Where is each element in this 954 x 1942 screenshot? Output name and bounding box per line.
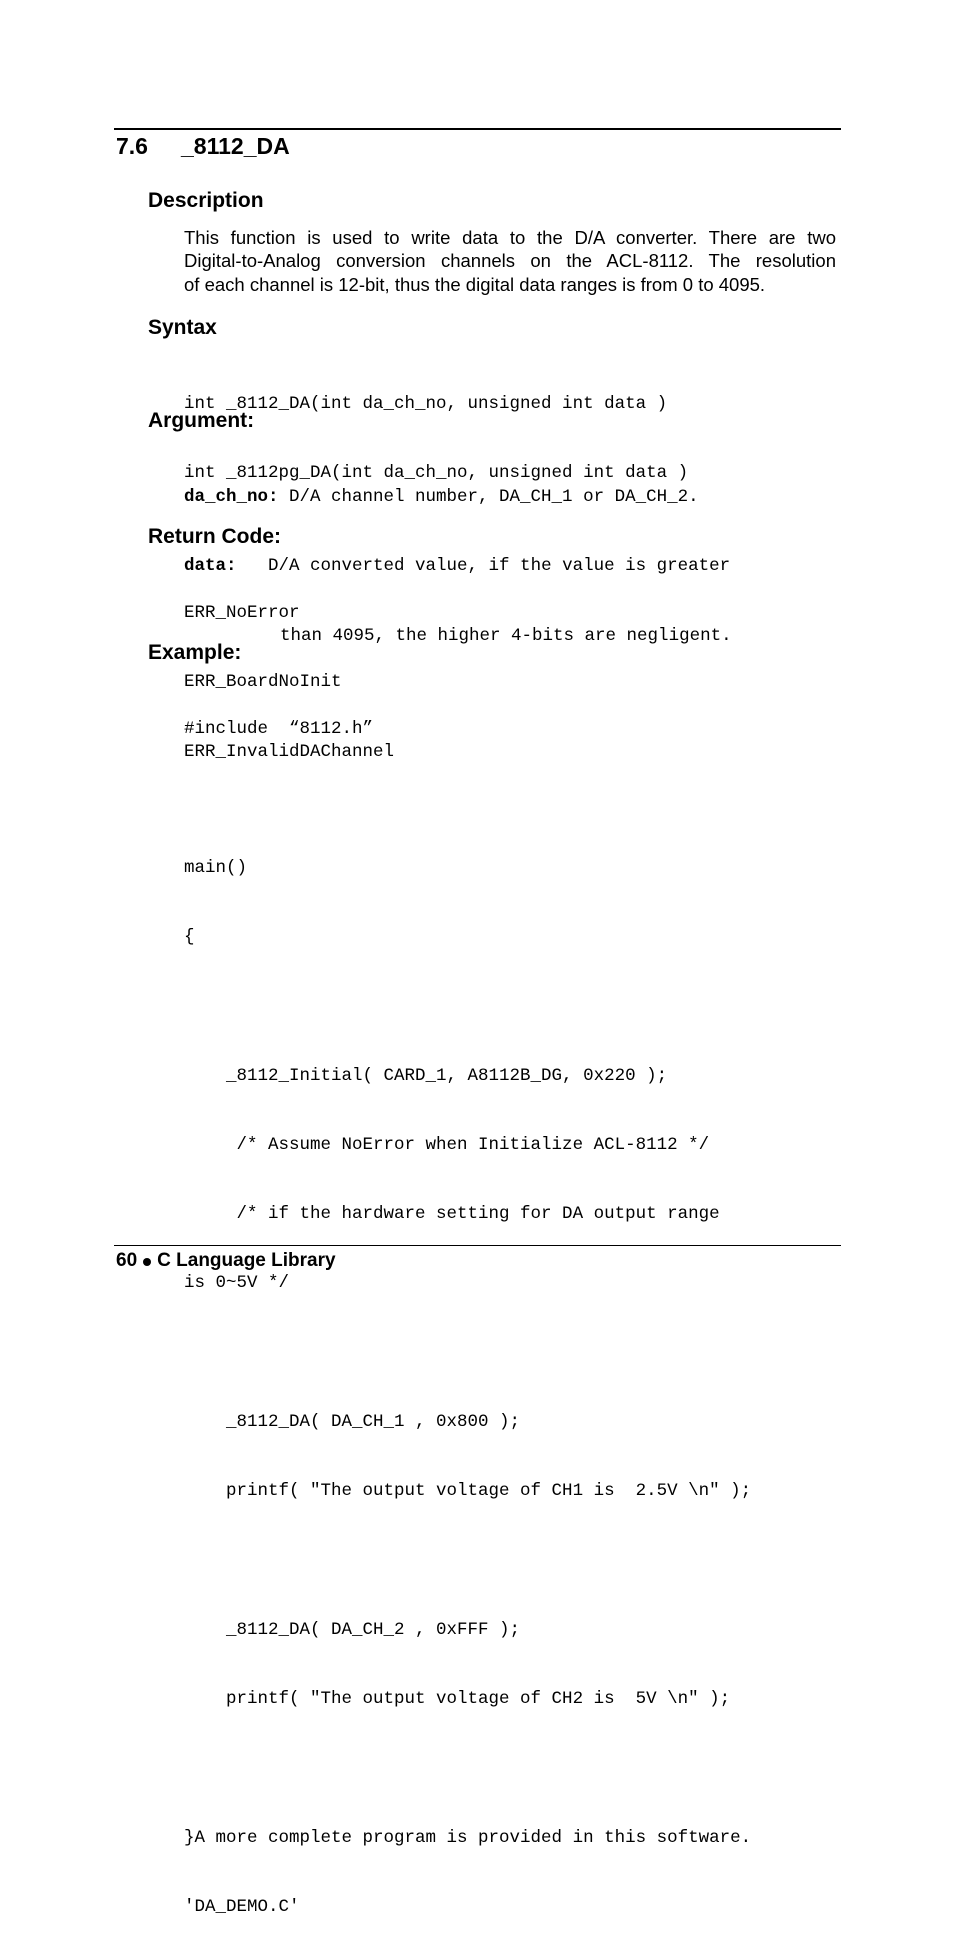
example-line: /* if the hardware setting for DA output range — [184, 1204, 720, 1225]
syntax-heading: Syntax — [148, 316, 217, 339]
example-line — [184, 1550, 751, 1573]
syntax-line: int _8112_DA(int da_ch_no, unsigned int data ) — [184, 394, 668, 415]
return-code-item: ERR_InvalidDAChannel — [184, 741, 395, 762]
example-line: printf( "The output voltage of CH2 is 5V \n" ); — [184, 1689, 731, 1710]
example-line: _8112_Initial( CARD_1, A8112B_DG, 0x220 ); — [184, 1065, 668, 1086]
footer-title: C Language Library — [157, 1250, 336, 1271]
description-line: Digital-to-Analog conversion channels on the ACL-8112. The resolution — [184, 250, 836, 272]
example-line: is 0~5V */ — [184, 1273, 290, 1294]
example-heading: Example: — [148, 641, 242, 664]
example-line: { — [184, 927, 195, 948]
example-line — [184, 1342, 751, 1365]
bullet-icon — [143, 1258, 151, 1266]
section-name: _8112_DA — [181, 133, 290, 159]
section-title — [116, 131, 290, 161]
return-code-heading: Return Code: — [148, 525, 281, 548]
example-line: #include “8112.h” — [184, 719, 374, 740]
example-line: _8112_DA( DA_CH_1 , 0x800 ); — [184, 1412, 521, 1432]
page-footer — [116, 1248, 336, 1274]
example-line — [184, 995, 751, 1018]
argument-continuation-text: than 4095, the higher 4-bits are negligent. — [280, 625, 732, 646]
syntax-line: int _8112pg_DA(int da_ch_no, unsigned int data ) — [184, 463, 689, 484]
argument-heading: Argument: — [148, 409, 255, 432]
example-line: /* Assume NoError when Initialize ACL-8112 */ — [184, 1134, 710, 1155]
argument-name: da_ch_no: — [184, 487, 279, 508]
argument-item — [184, 486, 732, 509]
bottom-rule — [114, 1245, 841, 1246]
example-line: }A more complete program is provided in this software. — [184, 1827, 752, 1848]
argument-desc: D/A converted value, if the value is greater — [236, 556, 731, 577]
top-rule — [114, 128, 841, 130]
example-line — [184, 1757, 751, 1780]
description-line: This function is used to write data to the D/A converter. There are two — [184, 227, 836, 248]
example-line: main() — [184, 857, 248, 878]
example-code — [184, 672, 751, 1942]
example-line — [184, 787, 751, 810]
page-number: 60 — [116, 1250, 138, 1271]
example-line: _8112_DA( DA_CH_2 , 0xFFF ); — [184, 1619, 521, 1640]
argument-desc: D/A channel number, DA_CH_1 or DA_CH_2. — [278, 487, 699, 508]
description-text — [184, 226, 836, 296]
description-line: of each channel is 12-bit, thus the digital data ranges is from 0 to 4095. — [184, 273, 766, 295]
section-number: 7.6 — [116, 133, 148, 159]
argument-name: data: — [184, 556, 237, 577]
example-line: 'DA_DEMO.C' — [184, 1896, 300, 1917]
return-code-item: ERR_BoardNoInit — [184, 672, 342, 693]
description-heading: Description — [148, 189, 264, 212]
example-line: printf( "The output voltage of CH1 is 2.5V \n" ); — [184, 1481, 752, 1502]
return-code-item: ERR_NoError — [184, 603, 300, 624]
